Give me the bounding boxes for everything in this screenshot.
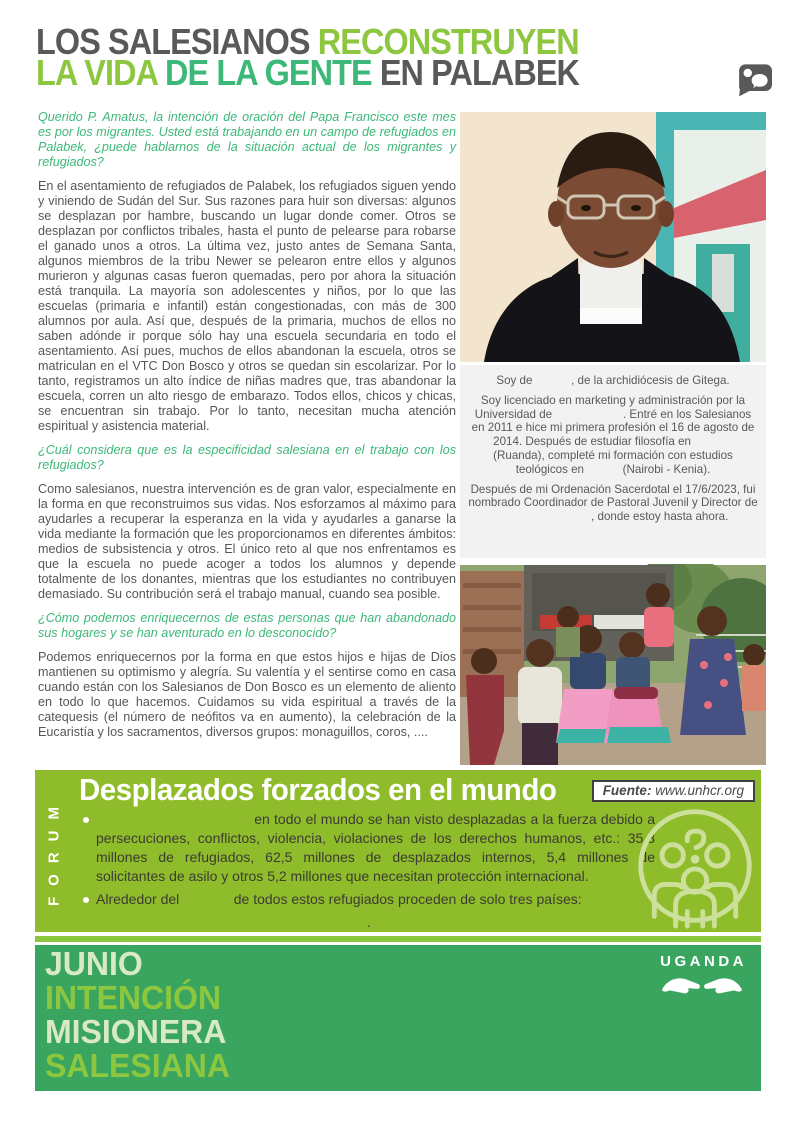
interview-answer-3: Podemos enriquecernos por la forma en que estos hijos e hijas de Dios mantienen su optimismo y alegría. Su valentía y el sentirse como en casa cuando están con los Salesianos de Don Bosco es un elemento de aliento en todo lo que hacemos. Cuidamos su vida espiritual a través de la catequesis (el número de neófitos va en aumento), la celebración de la Eucaristía y los sacramentos, diversos grupos: monaguillos, coros, .... [38, 650, 456, 739]
title-segment: LA VIDA [36, 52, 166, 93]
interview-answer-1: En el asentamiento de refugiados de Palabek, los refugiados siguen yendo y viniendo de Sudán del Sur. Sus razones para huir son diversas: algunos se desplazan por hambre, buscando un lugar donde comer. Otros se desplazan por conflictos tribales, hasta el punto de pelearse para robarse el ganado unos a otros. La última vez, justo antes de Semana Santa, algunos miembros de la tribu Newer se pelearon entre ellos y algunos murieron y algunas casas fueron quemadas, pero por ahora la situación está tranquila. La mayoría son adolescentes y niños, por lo que las escuelas (primaria e infantil) están congestionadas, con más de 300 alumnos por aula. Así que, después de la primaria, muchos de ellos no saben adónde ir porque sólo hay una escuela secundaria en todo el asentamiento. Así pues, muchos de ellos abandonan la escuela, otros se matriculan en el VTC Don Bosco y otros se quedan sin escolarizar. Por lo tanto, registramos un alto índice de niñas madres que, tras abandonar la escuela, corren un alto riesgo de embarazo. Todos ellos, chicos y chicas, se encuentran sin trabajo. Por lo tanto, necesitan mucha atención espiritual y asistencia material. [38, 179, 456, 433]
source-link[interactable] [592, 780, 755, 802]
banner-title: Desplazados forzados en el mundo [79, 772, 557, 807]
people-question-icon [631, 804, 759, 930]
hands-icon [661, 973, 743, 1001]
footer-line: INTENCIÓN [45, 979, 222, 1016]
interview-question-1: Querido P. Amatus, la intención de oración del Papa Francisco este mes es por los migrantes. Usted está trabajando en un campo de refugiados en Palabek, ¿puede hablarnos de la situación actual de los migrantes y refugiados? [38, 110, 456, 169]
forum-banner [35, 770, 761, 932]
title-segment: LOS SALESIANOS [36, 21, 318, 62]
bio-paragraph: Después de mi Ordenación Sacerdotal el 17/6/2023, fui nombrado Coordinador de Pastoral Juvenil y Director de , donde estoy hasta ahora. [468, 482, 758, 524]
accent-bar [35, 936, 761, 942]
footer-title-block [45, 947, 236, 1083]
photo-priest-portrait [460, 112, 766, 362]
interview-question-3: ¿Cómo podemos enriquecernos de estas personas que han abandonado sus hogares y se han aventurado en lo desconocido? [38, 611, 456, 640]
masthead [36, 21, 639, 93]
footer-line-month: JUNIO [45, 945, 143, 982]
bio-caption [460, 365, 766, 558]
source-url: www.unhcr.org [655, 783, 744, 798]
title-segment: RECONSTRUYEN [317, 21, 579, 62]
interview-answer-2: Como salesianos, nuestra intervención es de gran valor, especialmente en la forma en que reconstruimos sus vidas. Nos esforzamos al máximo para ayudarles a recuperar la esperanza en la vida y ayudarles a ganarse la vida mediante la formación que les proporcionamos en diferentes ámbitos: medios de subsistencia y otros. El único reto al que nos enfrentamos es que la escuela no puede acoger a todos los alumnos y depende totalmente de los donantes, mientras que los estudiantes no contribuyen demasiado. Su contribución será el trabajo manual, cuando sea posible. [38, 482, 456, 601]
photo-column [460, 112, 766, 766]
footer [35, 945, 761, 1091]
title-segment: DE LA GENTE [165, 52, 380, 93]
banner-bullet-tail: . [367, 914, 371, 930]
interview-column [38, 110, 456, 749]
footer-line: MISIONERA [45, 1013, 227, 1050]
title-segment: EN PALABEK [379, 52, 580, 93]
banner-bullet: Alrededor del de todos estos refugiados proceden de solo tres países: [83, 890, 655, 909]
banner-bullet: en todo el mundo se han visto desplazadas a la fuerza debido a persecuciones, conflictos, violencia, violaciones de los derechos humanos, etc.: 35,3 millones de refugiados, 62,5 millones de desplazados internos, 5,4 millones de solicitantes de asilo y otros 5,2 millones que necesitan protección internacional. [83, 810, 655, 886]
photo-children-group [460, 564, 766, 766]
source-prefix: Fuente: [602, 783, 652, 798]
forum-label: FORUM [45, 796, 63, 906]
interview-question-2: ¿Cuál considera que es la especificidad salesiana en el trabajo con los refugiados? [38, 443, 456, 472]
speech-bubbles-icon [736, 60, 772, 100]
page-title [36, 21, 639, 93]
country-label: UGANDA [660, 953, 747, 970]
title-line-2 [36, 52, 580, 93]
bio-line: Soy de , de la archidiócesis de Gitega. [496, 374, 730, 387]
footer-line: SALESIANA [45, 1047, 230, 1084]
bio-paragraph: Soy licenciado en marketing y administración por la Universidad de . Entré en los Salesianos en 2011 e hice mi primera profesión el 16 de agosto de 2014. Después de estudiar filosofía en (Ruanda), completé mi formación con estudios teológicos en (Nairobi - Kenia). [471, 393, 755, 476]
banner-bullet-list [83, 810, 655, 932]
